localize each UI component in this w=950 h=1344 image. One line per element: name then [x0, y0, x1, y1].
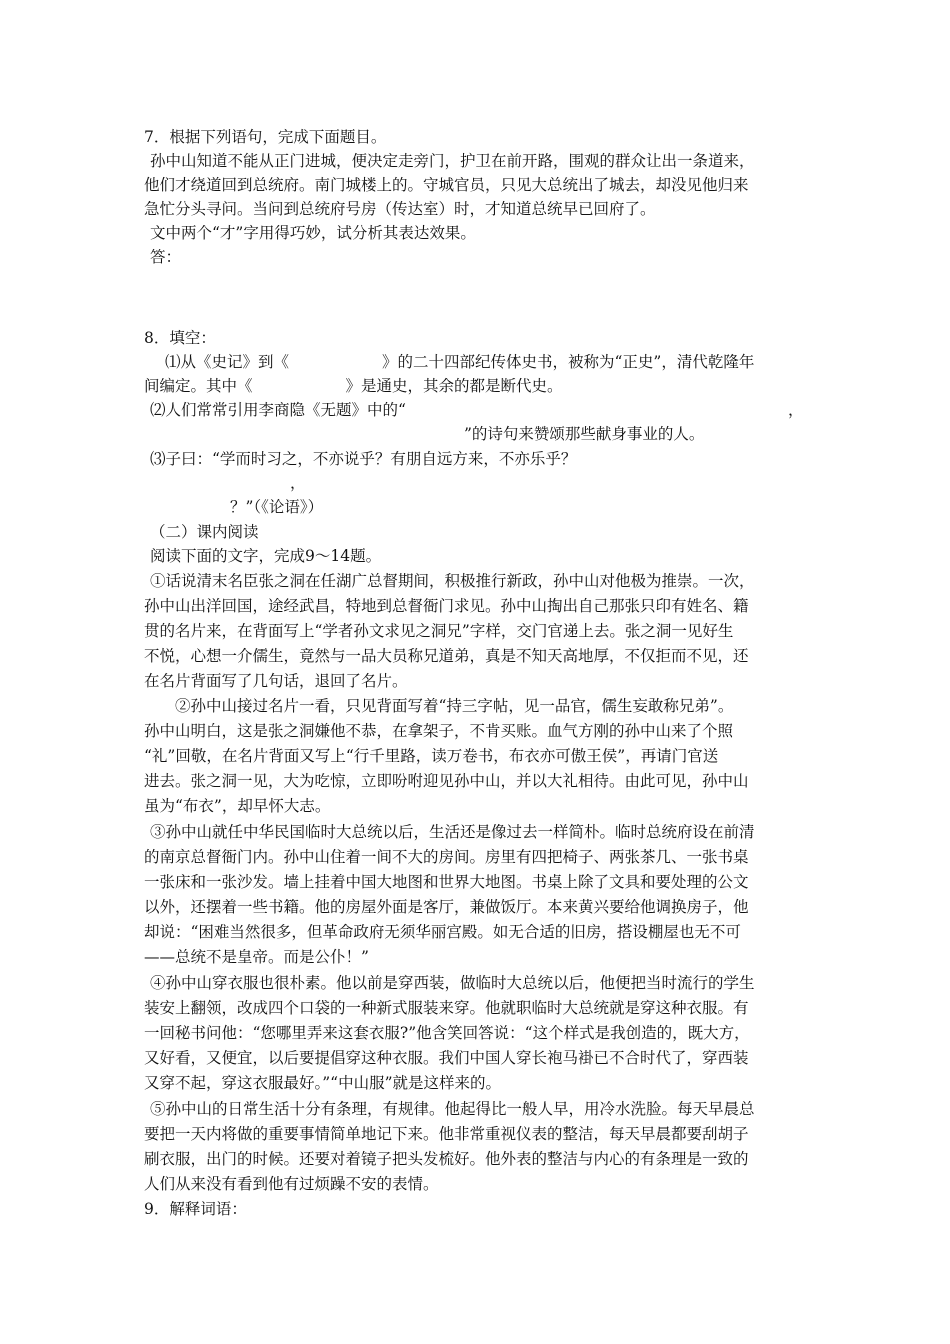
- q8-item2-line: ”的诗句来赞颂那些献身事业的人。: [464, 425, 705, 443]
- paragraph-5-line: 人们从来没有看到他有过烦躁不安的表情。: [144, 1175, 439, 1193]
- q7-answer-label: 答：: [150, 248, 182, 266]
- q8-item1-line: ⑴从《史记》到《 》的二十四部纪传体史书，被称为“正史”，清代乾隆年: [165, 353, 755, 371]
- paragraph-3-line: ——总统不是皇帝。而是公仆！”: [144, 948, 369, 966]
- paragraph-1-line: 孙中山出洋回国，途经武昌，特地到总督衙门求见。孙中山掏出自己那张只印有姓名、籍: [144, 597, 749, 615]
- q8-item3-line: ⑶子曰：“学而时习之，不亦说乎？有朋自远方来，不亦乐乎？: [150, 450, 577, 468]
- q7-text-line: 孙中山知道不能从正门进城，便决定走旁门，护卫在前开路，围观的群众让出一条道来，: [150, 152, 755, 170]
- paragraph-2-line: 虽为“布衣”，却早怀大志。: [144, 797, 331, 815]
- paragraph-2-line: “礼”回敬，在名片背面又写上“行千里路，读万卷书，布衣亦可傲王侯”，再请门官送: [144, 747, 719, 765]
- q9-title: 9．解释词语：: [144, 1200, 247, 1218]
- paragraph-1-line: ①话说清末名臣张之洞在任湖广总督期间，积极推行新政，孙中山对他极为推崇。一次，: [150, 572, 755, 590]
- paragraph-5-line: ⑤孙中山的日常生活十分有条理，有规律。他起得比一般人早，用冷水洗脸。每天早晨总: [150, 1100, 755, 1118]
- paragraph-2-line: ②孙中山接过名片一看，只见背面写着“持三字帖，见一品官，儒生妄敢称兄弟”。: [175, 697, 734, 715]
- paragraph-2-line: 孙中山明白，这是张之洞嫌他不恭，在拿架子，不肯买账。血气方刚的孙中山来了个照: [144, 722, 734, 740]
- paragraph-1-line: 在名片背面写了几句话，退回了名片。: [144, 672, 408, 690]
- paragraph-4-line: 又好看，又便宜，以后要提倡穿这种衣服。我们中国人穿长袍马褂已不合时代了，穿西装: [144, 1049, 749, 1067]
- section-heading: （二）课内阅读: [150, 523, 259, 541]
- paragraph-5-line: 要把一天内将做的重要事情简单地记下来。他非常重视仪表的整洁，每天早晨都要刮胡子: [144, 1125, 749, 1143]
- reading-instruction: 阅读下面的文字，完成9～14题。: [150, 547, 382, 565]
- q8-item3-line: ？”（《论语》）: [230, 498, 324, 516]
- paragraph-4-line: 又穿不起，穿这衣服最好。”“中山服”就是这样来的。: [144, 1074, 502, 1092]
- paragraph-3-line: 以外，还摆着一些书籍。他的房屋外面是客厅，兼做饭厅。本来黄兴要给他调换房子，他: [144, 898, 749, 916]
- paragraph-3-line: 却说：“困难当然很多，但革命政府无须华丽宫殿。如无合适的旧房，搭设棚屋也无不可: [144, 923, 741, 941]
- q8-item2-comma: ，: [788, 401, 804, 419]
- q7-text-line: 急忙分头寻问。当问到总统府号房（传达室）时，才知道总统早已回府了。: [144, 200, 656, 218]
- q7-text-line: 他们才绕道回到总统府。南门城楼上的。守城官员，只见大总统出了城去，却没见他归来: [144, 176, 749, 194]
- q8-item2-line: ⑵人们常常引用李商隐《无题》中的“: [150, 401, 406, 419]
- paragraph-3-line: 一张床和一张沙发。墙上挂着中国大地图和世界大地图。书桌上除了文具和要处理的公文: [144, 873, 749, 891]
- q8-title: 8．填空：: [144, 329, 216, 347]
- paragraph-2-line: 进去。张之洞一见，大为吃惊，立即吩咐迎见孙中山，并以大礼相待。由此可见，孙中山: [144, 772, 749, 790]
- paragraph-4-line: 一回秘书问他：“您哪里弄来这套衣服?”他含笑回答说：“这个样式是我创造的，既大方，: [144, 1024, 750, 1042]
- paragraph-4-line: ④孙中山穿衣服也很朴素。他以前是穿西装，做临时大总统以后，他便把当时流行的学生: [150, 974, 755, 992]
- paragraph-3-line: ③孙中山就任中华民国临时大总统以后，生活还是像过去一样简朴。临时总统府设在前清: [150, 823, 755, 841]
- q8-item3-comma: ，: [290, 474, 306, 492]
- paragraph-4-line: 装安上翻领，改成四个口袋的一种新式服装来穿。他就职临时大总统就是穿这种衣服。有: [144, 999, 749, 1017]
- q8-item1-line: 间编定。其中《 》是通史，其余的都是断代史。: [144, 377, 563, 395]
- paragraph-1-line: 不悦，心想一介儒生，竟然与一品大员称兄道弟，真是不知天高地厚，不仅拒而不见，还: [144, 647, 749, 665]
- paragraph-5-line: 刷衣服，出门的时候。还要对着镜子把头发梳好。他外表的整洁与内心的有条理是一致的: [144, 1150, 749, 1168]
- q7-question: 文中两个“才”字用得巧妙，试分析其表达效果。: [150, 224, 476, 242]
- paragraph-3-line: 的南京总督衙门内。孙中山住着一间不大的房间。房里有四把椅子、两张茶几、一张书桌: [144, 848, 749, 866]
- paragraph-1-line: 贯的名片来，在背面写上“学者孙文求见之洞兄”字样，交门官递上去。张之洞一见好生: [144, 622, 734, 640]
- q7-title: 7．根据下列语句，完成下面题目。: [144, 128, 387, 146]
